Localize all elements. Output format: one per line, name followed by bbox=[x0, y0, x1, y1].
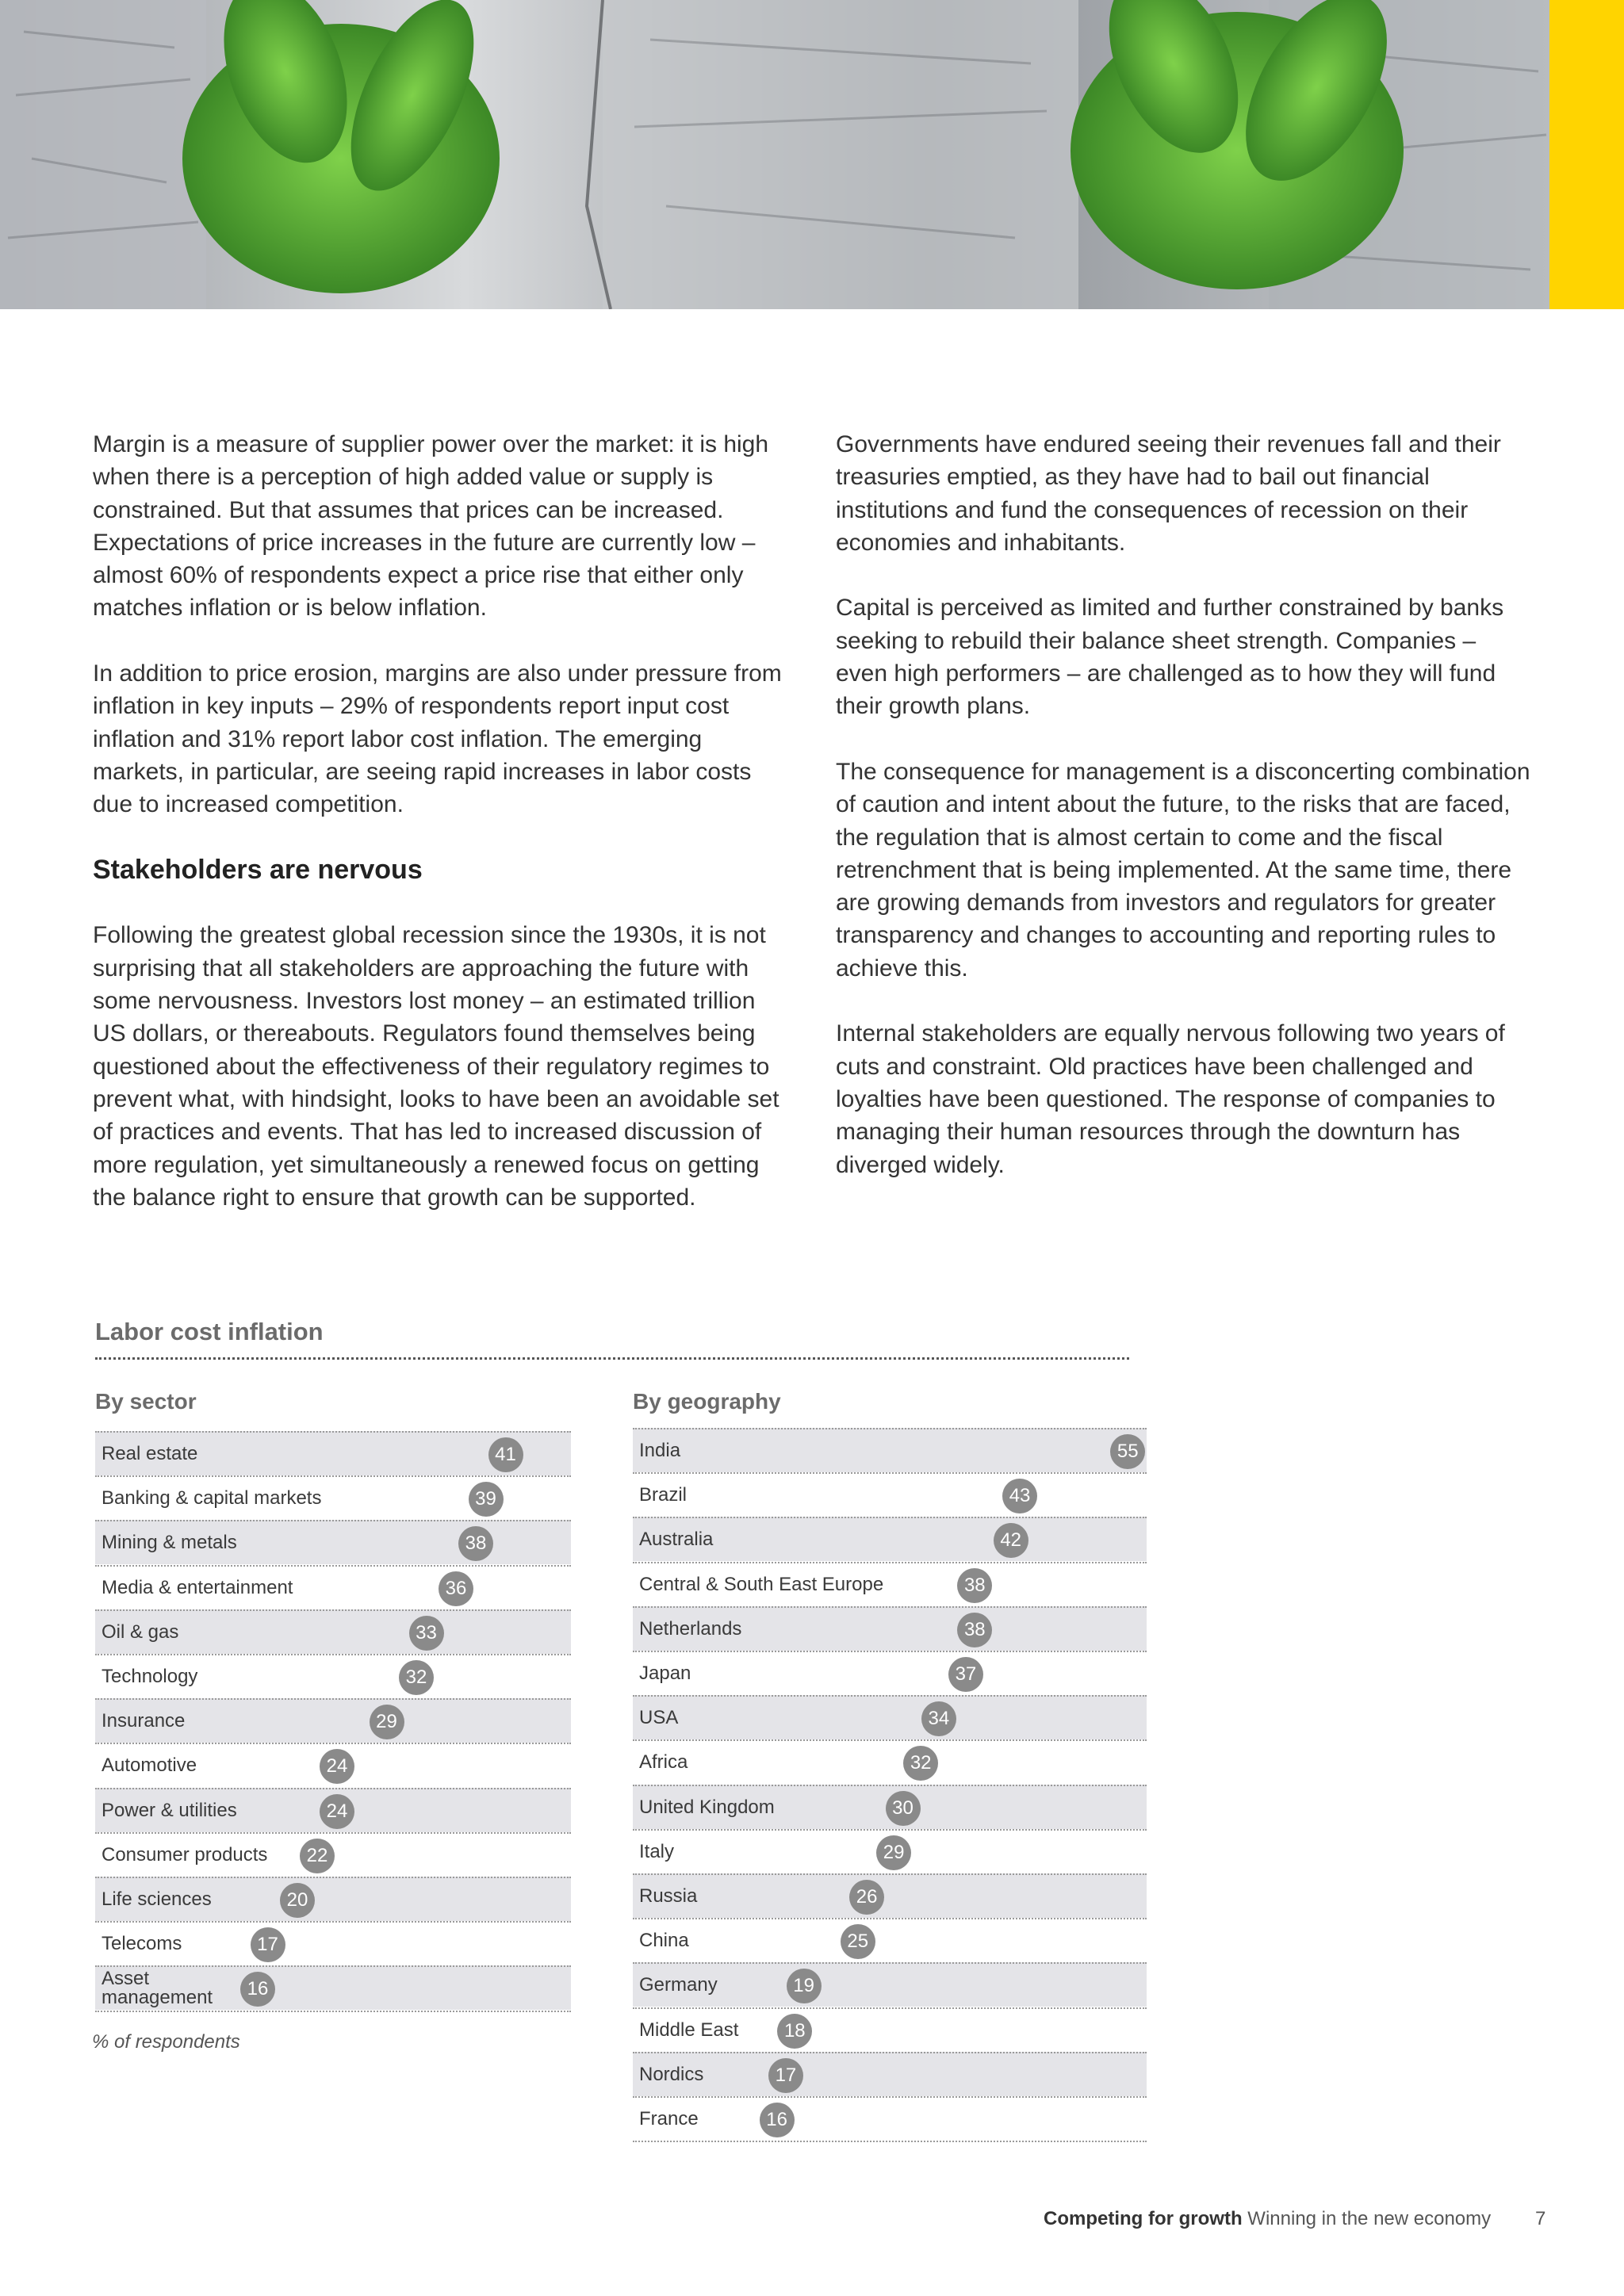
value-bubble: 41 bbox=[488, 1437, 523, 1472]
value-bubble: 19 bbox=[787, 1969, 822, 2003]
category-label: Japan bbox=[639, 1663, 691, 1684]
chart-row bbox=[95, 1921, 571, 1965]
value-bubble: 29 bbox=[876, 1835, 911, 1870]
value-bubble: 43 bbox=[1002, 1479, 1037, 1513]
value-bubble: 18 bbox=[777, 2014, 812, 2049]
chart-row bbox=[95, 1609, 571, 1654]
chart-row bbox=[633, 1606, 1147, 1651]
value-bubble: 36 bbox=[439, 1571, 473, 1606]
chart-row bbox=[95, 1877, 571, 1921]
category-label: Media & entertainment bbox=[102, 1576, 293, 1598]
chart-row bbox=[95, 1698, 571, 1743]
value-bubble: 38 bbox=[957, 1613, 992, 1647]
category-label: Brazil bbox=[639, 1484, 688, 1506]
category-label: India bbox=[639, 1440, 681, 1461]
chart-row bbox=[633, 2007, 1147, 2052]
chart-row bbox=[633, 1651, 1147, 1695]
value-bubble: 38 bbox=[458, 1526, 493, 1561]
category-label: Power & utilities bbox=[102, 1799, 237, 1821]
category-label: Middle East bbox=[639, 2019, 739, 2041]
category-label: Africa bbox=[639, 1751, 688, 1774]
value-bubble: 42 bbox=[994, 1523, 1028, 1558]
page-number: 7 bbox=[1535, 2208, 1546, 2229]
chart-row bbox=[95, 1965, 571, 2010]
chart-row bbox=[95, 1788, 571, 1832]
paragraph: Governments have endured seeing their revenues fall and their treasuries emptied, as they have had to bail out financial institutions and fund the consequences of recession on their economies and inhabitants. bbox=[836, 431, 1501, 556]
value-bubble: 17 bbox=[251, 1927, 285, 1962]
paragraph: Margin is a measure of supplier power over the market: it is high when there is a perception of high added value or supply is constrained. But that assumes that prices can be increased. Expectations of price increases in the future are currently low – almost 60% of respondents expect a price rise that either only matches inflation or is below inflation. bbox=[93, 431, 769, 622]
paragraph: Internal stakeholders are equally nervous following two years of cuts and constraint. Old practices have been challenged and loyalties have been questioned. The response of companies to managing their human resources through the downturn has diverged widely. bbox=[836, 1020, 1505, 1178]
value-bubble: 16 bbox=[760, 2103, 795, 2137]
value-bubble: 26 bbox=[849, 1880, 884, 1915]
body-column-left bbox=[93, 428, 795, 1246]
category-label: Automotive bbox=[102, 1755, 197, 1777]
chart-footnote: % of respondents bbox=[92, 2031, 240, 2053]
chart-row bbox=[633, 2052, 1147, 2096]
value-bubble: 33 bbox=[409, 1616, 444, 1651]
value-bubble: 24 bbox=[320, 1794, 354, 1829]
category-label: Central & South East Europe bbox=[639, 1573, 884, 1595]
category-label: Banking & capital markets bbox=[102, 1487, 322, 1510]
category-label: Technology bbox=[102, 1666, 198, 1687]
value-bubble: 32 bbox=[399, 1660, 434, 1695]
chart-row bbox=[633, 2096, 1147, 2141]
value-bubble: 32 bbox=[903, 1746, 938, 1781]
value-bubble: 39 bbox=[469, 1482, 504, 1517]
footer-text bbox=[1044, 2208, 1491, 2230]
chart-row bbox=[633, 1562, 1147, 1606]
chart-row bbox=[95, 1654, 571, 1698]
footer-subtitle: Winning in the new economy bbox=[1242, 2208, 1492, 2229]
value-bubble: 17 bbox=[768, 2058, 803, 2093]
chart-row bbox=[633, 1472, 1147, 1517]
category-label: Australia bbox=[639, 1529, 714, 1551]
chart-row bbox=[633, 1918, 1147, 1962]
value-bubble: 25 bbox=[841, 1924, 875, 1959]
chart-row bbox=[633, 1695, 1147, 1739]
value-bubble: 38 bbox=[957, 1568, 992, 1603]
category-label: Consumer products bbox=[102, 1843, 268, 1866]
section-heading: Stakeholders are nervous bbox=[93, 854, 423, 885]
geography-chart-title: By geography bbox=[633, 1389, 781, 1414]
chart-row bbox=[633, 1428, 1147, 1472]
chart-row bbox=[95, 1832, 571, 1877]
category-label: Mining & metals bbox=[102, 1532, 237, 1554]
chart-row bbox=[95, 1520, 571, 1564]
hero-image bbox=[0, 0, 1549, 309]
chart-row bbox=[633, 1873, 1147, 1918]
chart-row bbox=[95, 1565, 571, 1609]
paragraph: Capital is perceived as limited and further constrained by banks seeking to rebuild their balance sheet strength. Companies – even high performers – are challenged as to how they will fund their growth plans. bbox=[836, 595, 1504, 720]
category-label: Nordics bbox=[639, 2063, 704, 2085]
value-bubble: 34 bbox=[921, 1701, 956, 1736]
category-label: Netherlands bbox=[639, 1617, 742, 1640]
chart-end-rule bbox=[633, 2141, 1147, 2142]
category-label: Asset management bbox=[102, 1968, 213, 2009]
value-bubble: 24 bbox=[320, 1749, 354, 1784]
paragraph: The consequence for management is a disconcerting combination of caution and intent about the future, to the risks that are faced, the regulation that is almost certain to come and the fiscal retrenchment that is being implemented. At the same time, there are growing demands from investors and regulators for greater transparency and changes to accounting and reporting rules to achieve this. bbox=[836, 758, 1530, 982]
category-label: Insurance bbox=[102, 1710, 186, 1732]
chart-row bbox=[95, 1475, 571, 1520]
value-bubble: 29 bbox=[370, 1705, 404, 1739]
category-label: USA bbox=[639, 1707, 679, 1729]
category-label: Germany bbox=[639, 1974, 718, 1996]
chart-row bbox=[633, 1739, 1147, 1784]
value-bubble: 30 bbox=[886, 1791, 921, 1826]
chart-row bbox=[95, 1431, 571, 1475]
category-label: Real estate bbox=[102, 1443, 198, 1464]
value-bubble: 20 bbox=[280, 1883, 315, 1918]
category-label: Life sciences bbox=[102, 1888, 212, 1910]
chart-title: Labor cost inflation bbox=[95, 1318, 324, 1345]
paragraph: In addition to price erosion, margins are also under pressure from inflation in key inputs – 29% of respondents report input cost inflation and 31% report labor cost inflation. The emerging markets, in particular, are seeing rapid increases in labor costs due to increased competition. bbox=[93, 660, 782, 818]
chart-row bbox=[633, 1962, 1147, 2007]
category-label: United Kingdom bbox=[639, 1796, 775, 1818]
category-label: France bbox=[639, 2108, 699, 2130]
category-label: Italy bbox=[639, 1840, 675, 1862]
value-bubble: 22 bbox=[300, 1839, 335, 1873]
chart-row bbox=[633, 1517, 1147, 1561]
sector-chart-title: By sector bbox=[95, 1389, 197, 1414]
category-label: China bbox=[639, 1930, 689, 1952]
chart-row bbox=[633, 1829, 1147, 1873]
body-column-right bbox=[836, 428, 1534, 1214]
paragraph: Following the greatest global recession since the 1930s, it is not surprising that all stakeholders are approaching the future with some nervousness. Investors lost money – an estimated trillion US dollars, or thereabouts. Regulators found themselves being questioned about the effectiveness of their regulatory regimes to prevent what, with hindsight, looks to have been an avoidable set of practices and events. That has led to increased discussion of more regulation, yet simultaneously a renewed focus on getting the balance right to ensure that growth can be supported. bbox=[93, 922, 779, 1211]
chart-row bbox=[95, 1743, 571, 1787]
footer-title: Competing for growth bbox=[1044, 2208, 1243, 2229]
category-label: Oil & gas bbox=[102, 1621, 179, 1643]
chart-end-rule bbox=[95, 2011, 571, 2012]
value-bubble: 55 bbox=[1110, 1434, 1145, 1469]
chart-divider bbox=[95, 1357, 1129, 1360]
chart-row bbox=[633, 1785, 1147, 1829]
category-label: Telecoms bbox=[102, 1933, 182, 1955]
value-bubble: 16 bbox=[240, 1972, 275, 2007]
accent-bar bbox=[1549, 0, 1624, 309]
value-bubble: 37 bbox=[948, 1657, 983, 1692]
category-label: Russia bbox=[639, 1885, 698, 1907]
